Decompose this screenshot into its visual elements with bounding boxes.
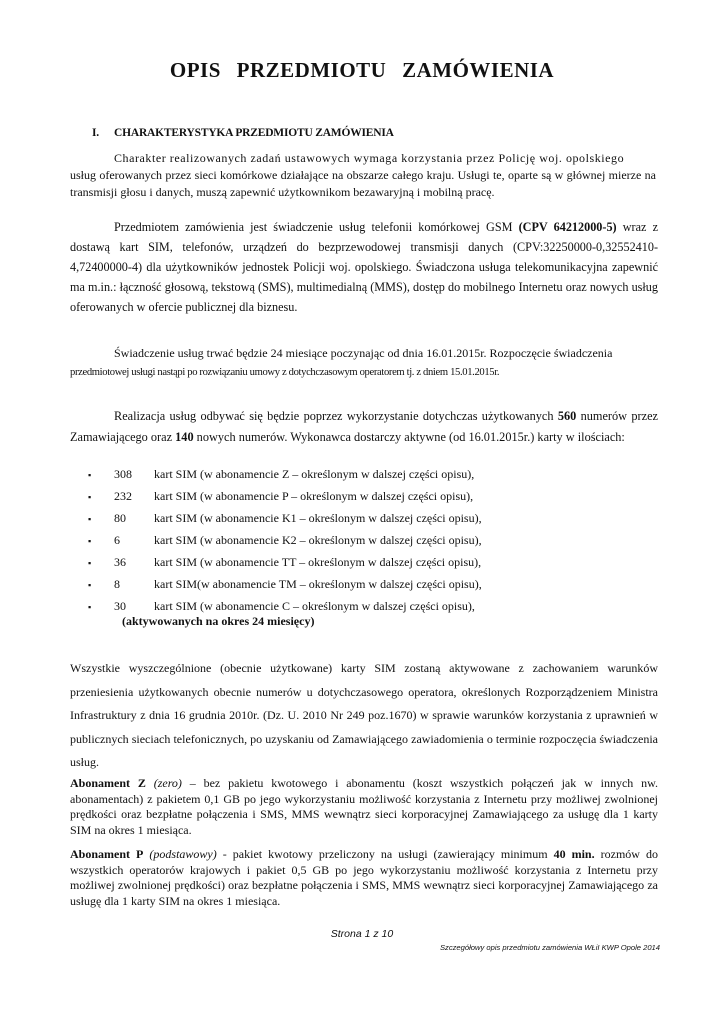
sim-desc: kart SIM (w abonamencie P – określonym w dalszej części opisu), bbox=[154, 489, 474, 503]
bullet-icon: ▪ bbox=[88, 580, 92, 590]
duration-line2: przedmiotowej usługi nastąpi po rozwiązaniu umowy z dotychczasowym operatorem tj. z dniem 15.01.2015r. bbox=[70, 367, 500, 378]
sim-desc: kart SIM(w abonamencie TM – określonym w dalszej części opisu), bbox=[154, 577, 482, 591]
bullet-icon: ▪ bbox=[88, 470, 92, 480]
list-item bbox=[88, 573, 482, 595]
document-title: OPIS PRZEDMIOTU ZAMÓWIENIA bbox=[169, 58, 555, 82]
abonament-p-text-b: rozmów do wszystkich operatorów krajowych i pakiet 0,5 GB po jego wykorzystaniu możliwość korzystania z Internetu przy możliwej zwolnionej prędkości) oraz bezpłatne połączenia i SMS, MMS wewnątrz sieci korporacyjnej Zamawiającego za usługę dla 1 karty SIM na okres 1 miesiąca. bbox=[70, 847, 659, 908]
sim-qty: 80 bbox=[114, 511, 126, 525]
abonament-z-text: – bez pakietu kwotowego i abonamentu (koszt wszystkich połączeń jak w innych nw. abonamentach) z pakietem 0,1 GB po jego wykorzystaniu możliwość korzystania z Internetu przy możliwej zwolnionej prędkości oraz bezpłatne połączenia i SMS, MMS wewnątrz sieci korporacyjnej Zamawiającego za usługę dla 1 karty SIM na okres 1 miesiąca. bbox=[70, 776, 658, 837]
abonament-p-note: (podstawowy) bbox=[149, 847, 217, 861]
section-heading bbox=[92, 127, 394, 139]
section-number: I. bbox=[92, 127, 99, 139]
activated-note: (aktywowanych na okres 24 miesięcy) bbox=[122, 614, 315, 628]
abonament-z-label: Abonament Z bbox=[70, 776, 146, 790]
sim-qty: 6 bbox=[114, 533, 120, 547]
bullet-icon: ▪ bbox=[88, 558, 92, 568]
sim-qty: 36 bbox=[114, 555, 126, 569]
sim-qty: 8 bbox=[114, 577, 120, 591]
abonament-p-minutes: 40 min. bbox=[553, 847, 595, 861]
sim-desc: kart SIM (w abonamencie C – określonym w dalszej części opisu), bbox=[154, 599, 475, 613]
sim-card-list bbox=[88, 463, 482, 617]
abonament-z bbox=[70, 776, 658, 838]
sim-desc: kart SIM (w abonamencie TT – określonym w dalszej części opisu), bbox=[154, 555, 482, 569]
list-item bbox=[88, 507, 482, 529]
sim-qty: 30 bbox=[114, 599, 126, 613]
bullet-icon: ▪ bbox=[88, 514, 92, 524]
sim-qty: 232 bbox=[114, 489, 132, 503]
list-item bbox=[88, 485, 482, 507]
numbers-new: 140 bbox=[175, 430, 194, 444]
numbers-text-c: nowych numerów. Wykonawca dostarczy aktywne (od 16.01.2015r.) karty w ilościach: bbox=[193, 430, 625, 444]
bullet-icon: ▪ bbox=[88, 602, 92, 612]
paragraph-intro-rest: usług oferowanych przez sieci komórkowe działające na obszarze całego kraju. Usługi te, oparte są w głównej mierze na transmisji głosu i danych, muszą zapewnić użytkownikom bezawaryjną i mobilną pracę. bbox=[70, 168, 656, 199]
bullet-icon: ▪ bbox=[88, 536, 92, 546]
sim-desc: kart SIM (w abonamencie K2 – określonym w dalszej części opisu), bbox=[154, 533, 482, 547]
abonament-p bbox=[70, 847, 658, 909]
abonament-z-note: (zero) bbox=[153, 776, 182, 790]
list-item bbox=[88, 551, 482, 573]
sim-desc: kart SIM (w abonamencie K1 – określonym w dalszej części opisu), bbox=[154, 511, 482, 525]
list-item bbox=[88, 529, 482, 551]
subject-text-a: Przedmiotem zamówienia jest świadczenie usług telefonii komórkowej GSM bbox=[114, 220, 519, 234]
paragraph-intro bbox=[70, 150, 656, 201]
sim-qty: 308 bbox=[114, 467, 132, 481]
section-title: CHARAKTERYSTYKA PRZEDMIOTU ZAMÓWIENIA bbox=[114, 127, 394, 139]
paragraph-numbers bbox=[70, 406, 658, 448]
paragraph-duration bbox=[70, 343, 658, 383]
sim-desc: kart SIM (w abonamencie Z – określonym w dalszej części opisu), bbox=[154, 467, 475, 481]
duration-line1: Świadczenie usług trwać będzie 24 miesiące poczynając od dnia 16.01.2015r. Rozpoczęcie świadczenia bbox=[114, 346, 613, 360]
paragraph-porting: Wszystkie wyszczególnione (obecnie użytkowane) karty SIM zostaną aktywowane z zachowaniem warunków przeniesienia użytkowanych obecnie numerów u dotychczasowego operatora, określonych Rozporządzeniem Ministra Infrastruktury z dnia 16 grudnia 2010r. (Dz. U. 2010 Nr 249 poz.1670) w sprawie warunków korzystania z uprawnień w publicznych sieciach telefonicznych, po uzyskaniu od Zamawiającego zawiadomienia o terminie rozpoczęcia świadczenia usług. bbox=[70, 661, 658, 769]
page-number: Strona 1 z 10 bbox=[330, 928, 394, 940]
bullet-icon: ▪ bbox=[88, 492, 92, 502]
subject-text-b: wraz z dostawą kart SIM, telefonów, urządzeń do bezprzewodowej transmisji danych (CPV:32250000-0,32552410-4,72400000-4) dla użytkowników jednostek Policji woj. opolskiego. Świadczona usługa telekomunikacyjna zapewnić ma m.in.: łączność głosową, tekstową (SMS), multimedialną (MMS), dostęp do mobilnego Internetu oraz nowych usług oferowanych w ofercie publicznej dla biznesu. bbox=[70, 220, 658, 314]
paragraph-subject bbox=[70, 217, 658, 317]
list-item bbox=[88, 463, 482, 485]
numbers-existing: 560 bbox=[557, 409, 577, 423]
footer-doc-title: Szczegółowy opis przedmiotu zamówienia WŁiI KWP Opole 2014 bbox=[439, 943, 660, 952]
numbers-text-a: Realizacja usług odbywać się będzie poprzez wykorzystanie dotychczas użytkowanych bbox=[114, 409, 558, 423]
abonament-p-label: Abonament P bbox=[70, 847, 144, 861]
subject-cpv: (CPV 64212000-5) bbox=[518, 220, 617, 234]
paragraph-intro-line1: Charakter realizowanych zadań ustawowych wymaga korzystania przez Policję woj. opolskiego bbox=[114, 151, 625, 165]
abonament-p-text-a: - pakiet kwotowy przeliczony na usługi (zawierający minimum bbox=[216, 847, 554, 861]
numbers-text-b: numerów przez Zamawiającego oraz bbox=[70, 409, 658, 444]
